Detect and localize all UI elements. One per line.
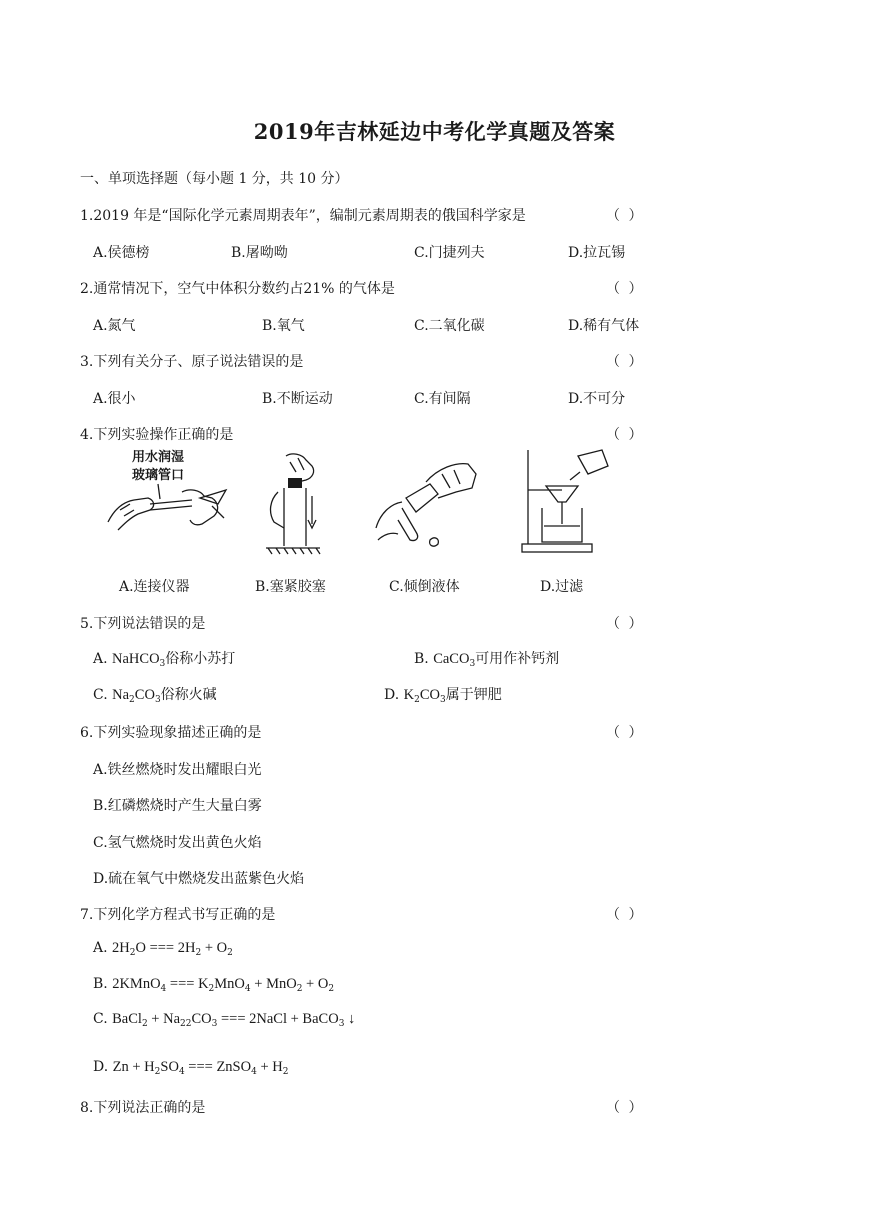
subscript: 4 [160, 984, 167, 994]
subscript: 3 [469, 659, 476, 669]
q1-option-c: C.门捷列夫 [414, 245, 485, 261]
answer-blank: （ ） [606, 208, 645, 224]
q4-option-b: B.塞紧胶塞 [255, 579, 326, 595]
option-letter: B. [93, 976, 113, 992]
q2-option-b: B.氧气 [262, 318, 305, 334]
subscript: 3 [338, 1019, 345, 1029]
answer-blank: （ ） [606, 281, 645, 297]
subscript: 22 [180, 1019, 192, 1029]
q7-option-d [93, 1059, 288, 1077]
equation-part: 2H [112, 940, 130, 956]
subscript: 4 [244, 984, 251, 994]
formula: K [403, 687, 415, 703]
equation-part: CO [191, 1011, 212, 1027]
section-heading: 一、单项选择题（每小题 1 分，共 10 分） [80, 171, 349, 187]
subscript: 4 [178, 1067, 185, 1077]
subscript: 2 [129, 695, 135, 705]
equation-part: Zn + H [112, 1059, 155, 1075]
q1-option-d: D.拉瓦锡 [568, 245, 626, 261]
option-text: 属于钾肥 [445, 687, 502, 703]
answer-blank: （ ） [606, 907, 645, 923]
q5-option-b [414, 648, 559, 669]
question-8-stem: 8.下列说法正确的是 [80, 1100, 206, 1116]
subscript: 4 [251, 1067, 257, 1077]
subscript: 3 [159, 659, 166, 669]
q3-option-c: C.有间隔 [414, 391, 471, 407]
q4-option-d: D.过滤 [540, 579, 584, 595]
figure-insert-stopper [262, 450, 322, 556]
q2-option-d: D.稀有气体 [568, 318, 640, 334]
formula: CaCO [433, 651, 470, 667]
subscript: 2 [208, 984, 215, 994]
equation-part: 2KMnO [112, 976, 161, 992]
option-letter: C. [93, 687, 113, 703]
option-text: 可用作补钙剂 [475, 651, 560, 667]
formula: CO [134, 687, 155, 703]
q7-option-a [93, 940, 233, 958]
page-title: 2019年吉林延边中考化学真题及答案 [253, 119, 616, 144]
option-letter: B. [414, 651, 434, 667]
pour-liquid-drawing [372, 454, 487, 554]
subscript: 3 [211, 1019, 218, 1029]
q6-option-a: A.铁丝燃烧时发出耀眼白光 [93, 762, 262, 778]
answer-blank: （ ） [606, 725, 645, 741]
formula: Na [112, 687, 130, 703]
q5-option-d [384, 684, 502, 705]
subscript: 2 [296, 984, 303, 994]
q1-option-a: A.侯德榜 [93, 245, 150, 261]
equation-part: === 2NaCl + BaCO [217, 1011, 339, 1027]
insert-stopper-drawing [262, 450, 322, 556]
equation-part: + O [302, 976, 329, 992]
equation-part: + MnO [250, 976, 297, 992]
equation-part: BaCl [112, 1011, 142, 1027]
question-6-stem: 6.下列实验现象描述正确的是 [80, 725, 262, 741]
q4-option-c: C.倾倒液体 [389, 579, 460, 595]
filtration-drawing [518, 446, 610, 556]
precipitate-arrow: ↓ [344, 1011, 356, 1027]
q1-option-b: B.屠呦呦 [231, 245, 288, 261]
equation-part: + H [256, 1059, 283, 1075]
connect-apparatus-drawing [100, 444, 230, 536]
equation-part: === ZnSO [184, 1059, 252, 1075]
subscript: 2 [328, 984, 335, 994]
figure-connect-apparatus [100, 444, 230, 536]
option-letter: A. [93, 651, 113, 667]
option-text: 俗称小苏打 [165, 651, 236, 667]
equation-part: === K [166, 976, 209, 992]
q3-option-b: B.不断运动 [262, 391, 333, 407]
option-letter: A. [93, 940, 113, 956]
formula: CO [419, 687, 441, 703]
figure-label-wet: 用水润湿 [132, 450, 185, 465]
answer-blank: （ ） [606, 427, 645, 443]
equation-part: + O [201, 940, 228, 956]
formula: NaHCO [112, 651, 160, 667]
option-letter: C. [93, 1011, 113, 1027]
question-3-stem: 3.下列有关分子、原子说法错误的是 [80, 354, 304, 370]
answer-blank: （ ） [606, 1100, 645, 1116]
question-7-stem: 7.下列化学方程式书写正确的是 [80, 907, 276, 923]
equation-part: + Na [147, 1011, 181, 1027]
question-4-stem: 4.下列实验操作正确的是 [80, 427, 234, 443]
answer-blank: （ ） [606, 616, 645, 632]
q5-option-a [93, 648, 235, 669]
q7-option-b [93, 976, 334, 994]
subscript: 2 [195, 948, 202, 958]
answer-blank: （ ） [606, 354, 645, 370]
subscript: 3 [154, 695, 161, 705]
q4-option-a: A.连接仪器 [119, 579, 190, 595]
subscript: 2 [141, 1019, 148, 1029]
subscript: 2 [154, 1067, 161, 1077]
equation-part: MnO [214, 976, 245, 992]
figure-pour-liquid [372, 454, 487, 554]
q6-option-d: D.硫在氧气中燃烧发出蓝紫色火焰 [93, 871, 305, 887]
q2-option-a: A.氮气 [93, 318, 136, 334]
q6-option-b: B.红磷燃烧时产生大量白雾 [93, 798, 262, 814]
q3-option-d: D.不可分 [568, 391, 626, 407]
figure-filtration [518, 446, 610, 556]
subscript: 2 [227, 948, 233, 958]
subscript: 2 [414, 695, 420, 705]
equation-part: SO [160, 1059, 179, 1075]
equation-part: O === 2H [135, 940, 196, 956]
figure-label-tube: 玻璃管口 [132, 468, 185, 483]
q3-option-a: A.很小 [93, 391, 136, 407]
subscript: 2 [129, 948, 136, 958]
question-1-stem: 1.2019 年是“国际化学元素周期表年”，编制元素周期表的俄国科学家是 [80, 208, 526, 224]
question-5-stem: 5.下列说法错误的是 [80, 616, 206, 632]
question-2-stem: 2.通常情况下，空气中体积分数约占21% 的气体是 [80, 281, 395, 297]
subscript: 3 [440, 695, 446, 705]
q7-option-c [93, 1011, 355, 1029]
q5-option-c [93, 684, 217, 705]
q2-option-c: C.二氧化碳 [414, 318, 485, 334]
subscript: 2 [282, 1067, 289, 1077]
option-letter: D. [93, 1059, 113, 1075]
q6-option-c: C.氢气燃烧时发出黄色火焰 [93, 835, 262, 851]
option-text: 俗称火碱 [160, 687, 217, 703]
option-letter: D. [384, 687, 404, 703]
